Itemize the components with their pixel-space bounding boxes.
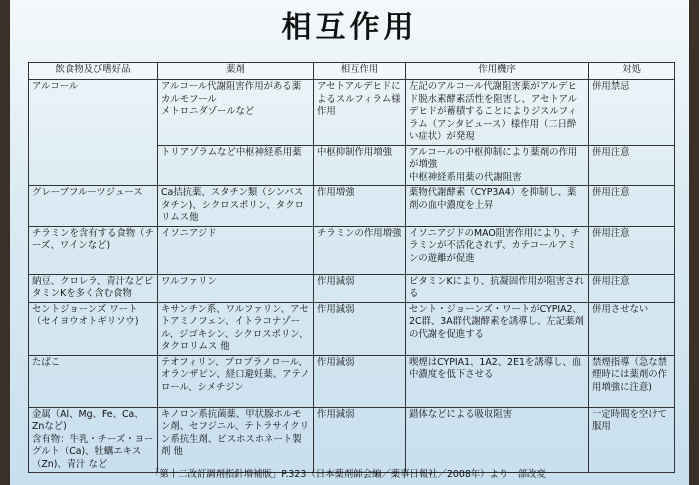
interaction-cell: 作用減弱 bbox=[314, 355, 406, 407]
header-interaction: 相互作用 bbox=[314, 63, 406, 80]
mechanism-cell: 左記のアルコール代謝阻害薬がアルデヒド脱水素酵素活性を阻害し、アセトアルデヒドが蓄積することによりジスルフィラム（アンタビュース）様作用（二日酔い症状）が発現 bbox=[406, 80, 589, 146]
interaction-cell: 作用減弱 bbox=[314, 274, 406, 302]
food-cell: アルコール bbox=[29, 80, 158, 186]
table-header-row bbox=[29, 63, 675, 80]
header-food: 飲食物及び嗜好品 bbox=[29, 63, 158, 80]
interaction-cell: アセトアルデヒドによるスルフィラム様作用 bbox=[314, 80, 406, 146]
drug-cell: アルコール代謝阻害作用がある薬 カルモフール メトロニダゾールなど bbox=[158, 80, 314, 146]
drug-cell: キサンチン系、ワルファリン、アセトアミノフェン、イトラコナゾール、ジゴキシン、シクロスポリン、タクロリムス 他 bbox=[158, 302, 314, 355]
header-action: 対処 bbox=[589, 63, 675, 80]
table-row bbox=[29, 274, 675, 302]
action-cell: 併用禁忌 bbox=[589, 80, 675, 146]
mechanism-cell: イソニアジドのMAO阻害作用により、チラミンが不活化されず、カテコールアミンの遊離が促進 bbox=[406, 226, 589, 274]
action-cell: 併用注意 bbox=[589, 226, 675, 274]
food-cell: 金属（Al、Mg、Fe、Ca、Znなど) 含有物：牛乳・チーズ・ヨーグルト（Ca)、牡蠣エキス（Zn)、青汁 など bbox=[29, 407, 158, 473]
drug-cell: トリアゾラムなど中枢神経系用薬 bbox=[158, 145, 314, 186]
action-cell: 併用させない bbox=[589, 302, 675, 355]
header-mechanism: 作用機序 bbox=[406, 63, 589, 80]
slide bbox=[10, 0, 689, 485]
food-cell: チラミンを含有する食物（チーズ、ワインなど) bbox=[29, 226, 158, 274]
mechanism-cell: ビタミンKにより、抗凝固作用が阻害される bbox=[406, 274, 589, 302]
drug-cell: Ca拮抗薬、スタチン類（シンバスタチン)、シクロスポリン、タクロリムス他 bbox=[158, 186, 314, 227]
table-row bbox=[29, 80, 675, 146]
mechanism-cell: 薬物代謝酵素（CYP3A4）を抑制し、薬剤の血中濃度を上昇 bbox=[406, 186, 589, 227]
food-cell: たばこ bbox=[29, 355, 158, 407]
interaction-cell: 作用減弱 bbox=[314, 302, 406, 355]
table-row bbox=[29, 186, 675, 227]
interaction-cell: 作用増強 bbox=[314, 186, 406, 227]
food-cell: セントジョーンズ ワート（セイヨウオトギリソウ) bbox=[29, 302, 158, 355]
action-cell: 併用注意 bbox=[589, 274, 675, 302]
mechanism-cell: 喫煙はCYPIA1、1A2、2E1を誘導し、血中濃度を低下させる bbox=[406, 355, 589, 407]
table-row bbox=[29, 355, 675, 407]
drug-cell: イソニアジド bbox=[158, 226, 314, 274]
action-cell: 併用注意 bbox=[589, 186, 675, 227]
mechanism-cell: アルコールの中枢抑制により薬剤の作用が増強 中枢神経系用薬の代謝阻害 bbox=[406, 145, 589, 186]
interaction-cell: 作用減弱 bbox=[314, 407, 406, 473]
action-cell: 一定時間を空けて服用 bbox=[589, 407, 675, 473]
source-citation: 「第十二改訂調剤指針増補版」P.323（日本薬剤師会編／薬事日報社／2008年）より一部改変 bbox=[150, 469, 546, 480]
table-row bbox=[29, 407, 675, 473]
interaction-cell: 中枢抑制作用増強 bbox=[314, 145, 406, 186]
action-cell: 禁煙指導（急な禁煙時には薬剤の作用増強に注意) bbox=[589, 355, 675, 407]
interaction-cell: チラミンの作用増強 bbox=[314, 226, 406, 274]
food-cell: 納豆、クロレラ、青汁などビタミンKを多く含む食物 bbox=[29, 274, 158, 302]
food-cell: グレープフルーツジュース bbox=[29, 186, 158, 227]
table-row bbox=[29, 226, 675, 274]
mechanism-cell: 錯体などによる吸収阻害 bbox=[406, 407, 589, 473]
drug-cell: テオフィリン、プロプラノロール、オランザピン、経口避妊薬、アテノロール、シメチジン bbox=[158, 355, 314, 407]
table-row bbox=[29, 302, 675, 355]
drug-cell: ワルファリン bbox=[158, 274, 314, 302]
interaction-table bbox=[28, 62, 675, 473]
slide-title: 相互作用 bbox=[281, 10, 418, 45]
drug-cell: キノロン系抗菌薬、甲状腺ホルモン剤、セフジニル、テトラサイクリン系抗生剤、ビスホスホネート製剤 他 bbox=[158, 407, 314, 473]
mechanism-cell: セント・ジョーンズ・ワートがCYPIA2、2C群、3A群代謝酵素を誘導し、左記薬剤の代謝を促進する bbox=[406, 302, 589, 355]
action-cell: 併用注意 bbox=[589, 145, 675, 186]
header-drug: 薬剤 bbox=[158, 63, 314, 80]
